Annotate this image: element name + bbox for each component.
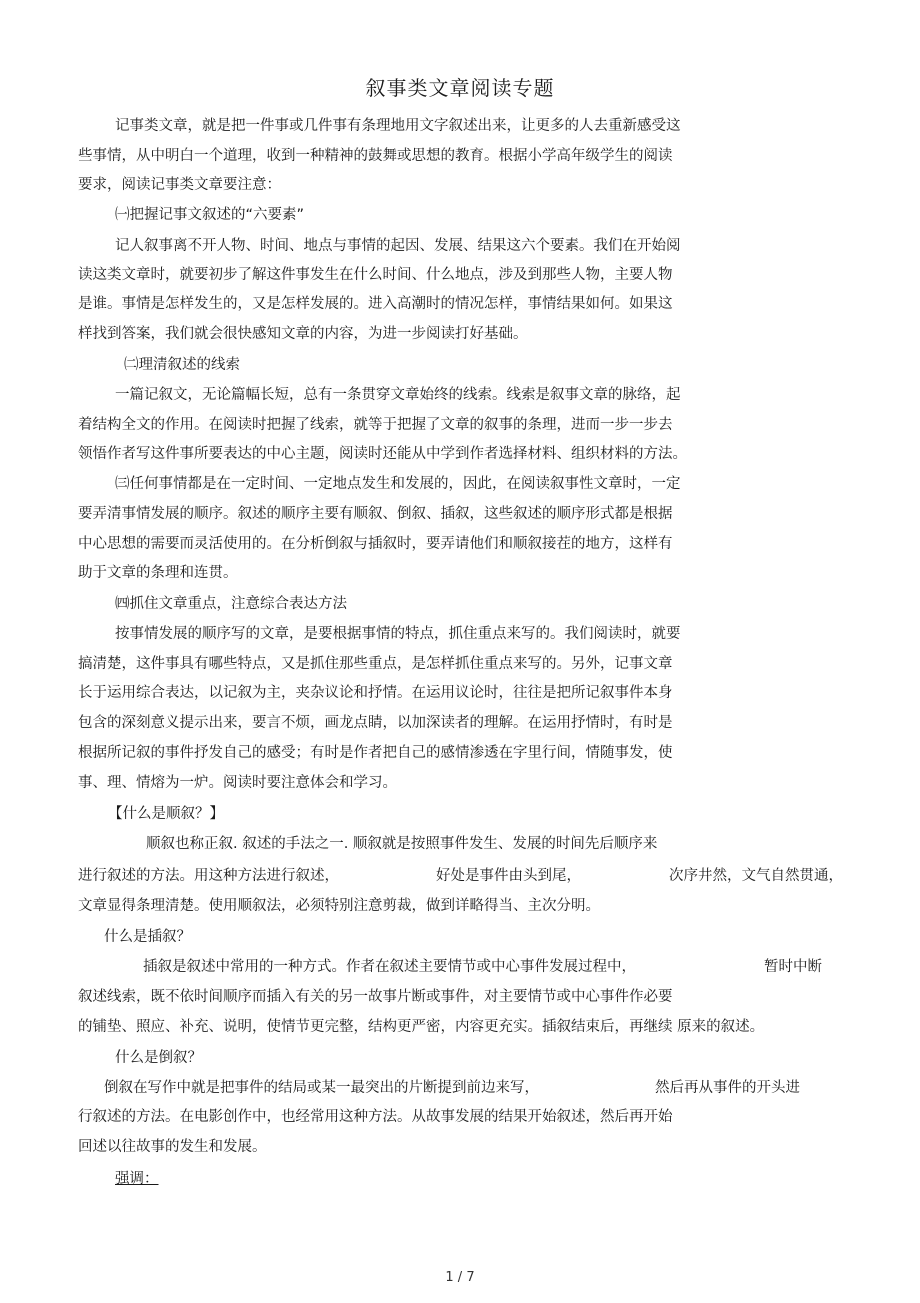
paragraph-line: 暂时中断 — [764, 959, 822, 975]
paragraph-line: 记事类文章，就是把一件事或几件事有条理地用文字叙述出来，让更多的人去重新感受这 — [115, 118, 681, 134]
paragraph-line: 插叙是叙述中常用的一种方式。作者在叙述主要情节或中心事件发展过程中， — [143, 959, 636, 975]
paragraph-line: 好处是事件由头到尾， — [436, 868, 581, 884]
paragraph-line: 领悟作者写这件事所要表达的中心主题，阅读时还能从中学到作者选择材料、组织材料的方法。 — [78, 446, 687, 462]
paragraph-line: 着结构全文的作用。在阅读时把握了线索，就等于把握了文章的叙事的条理，进而一步一步去 — [78, 417, 673, 433]
paragraph-line: 次序井然，文气自然贯通， — [669, 868, 843, 884]
page-title: 叙事类文章阅读专题 — [365, 76, 555, 100]
paragraph-line: 中心思想的需要而灵活使用的。在分析倒叙与插叙时，要弄请他们和顺叙接茬的地方，这样有 — [78, 536, 673, 552]
paragraph-line: 包含的深刻意义提示出来，要言不烦，画龙点睛，以加深读者的理解。在运用抒情时，有时是 — [78, 715, 673, 731]
paragraph-line: 些事情，从中明白一个道理，收到一种精神的鼓舞或思想的教育。根据小学高年级学生的阅读 — [78, 148, 673, 164]
paragraph-line: 助于文章的条理和连贯。 — [78, 565, 238, 581]
section-heading: ㈠把握记事文叙述的“六要素” — [115, 207, 305, 223]
paragraph-line: 要求，阅读记事类文章要注意： — [78, 177, 281, 193]
paragraph-line: 一篇记叙文，无论篇幅长短，总有一条贯穿文章始终的线索。线索是叙事文章的脉络，起 — [115, 387, 681, 403]
paragraph-line: 顺叙也称正叙. 叙述的手法之一. 顺叙就是按照事件发生、发展的时间先后顺序来 — [146, 836, 658, 852]
section-heading: ㈢任何事情都是在一定时间、一定地点发生和发展的，因此，在阅读叙事性文章时，一定 — [115, 476, 681, 492]
section-heading: ㈣抓住文章重点，注意综合表达方法 — [115, 596, 347, 612]
paragraph-line: 要弄清事情发展的顺序。叙述的顺序主要有顺叙、倒叙、插叙，这些叙述的顺序形式都是根据 — [78, 506, 673, 522]
paragraph-line: 长于运用综合表达，以记叙为主，夹杂议论和抒情。在运用议论时，往往是把所记叙事件本身 — [78, 685, 673, 701]
paragraph-line: 行叙述的方法。在电影创作中，也经常用这种方法。从故事发展的结果开始叙述，然后再开始 — [78, 1109, 673, 1125]
paragraph-line: 叙述线索，既不依时间顺序而插入有关的另一故事片断或事件，对主要情节或中心事件作必要 — [78, 989, 673, 1005]
paragraph-line: 样找到答案，我们就会很快感知文章的内容，为进一步阅读打好基础。 — [78, 326, 528, 342]
paragraph-line: 文章显得条理清楚。使用顺叙法，必须特别注意剪裁，做到详略得当、主次分明。 — [78, 898, 600, 914]
paragraph-line: 倒叙在写作中就是把事件的结局或某一最突出的片断提到前边来写， — [104, 1080, 539, 1096]
emphasis-label: 强调： — [115, 1171, 159, 1187]
subheading: 什么是插叙？ — [104, 929, 191, 945]
paragraph-line: 回述以往故事的发生和发展。 — [78, 1139, 267, 1155]
paragraph-line: 进行叙述的方法。用这种方法进行叙述， — [78, 868, 339, 884]
page-number: 1 / 7 — [445, 1270, 475, 1285]
paragraph-line: 根据所记叙的事件抒发自己的感受；有时是作者把自己的感情渗透在字里行间，情随事发，使 — [78, 745, 673, 761]
subheading: 什么是倒叙？ — [115, 1050, 202, 1066]
section-heading: ㈡理清叙述的线索 — [124, 357, 240, 373]
paragraph-line: 是谁。事情是怎样发生的，又是怎样发展的。进入高潮时的情况怎样，事情结果如何。如果这 — [78, 296, 673, 312]
paragraph-line: 事、理、情熔为一炉。阅读时要注意体会和学习。 — [78, 775, 397, 791]
paragraph-line: 记人叙事离不开人物、时间、地点与事情的起因、发展、结果这六个要素。我们在开始阅 — [115, 238, 681, 254]
paragraph-line: 然后再从事件的开头进 — [655, 1080, 800, 1096]
paragraph-line: 按事情发展的顺序写的文章，是要根据事情的特点，抓住重点来写的。我们阅读时，就要 — [115, 626, 681, 642]
paragraph-line: 搞清楚，这件事具有哪些特点，又是抓住那些重点，是怎样抓住重点来写的。另外，记事文章 — [78, 656, 673, 672]
paragraph-line: 的铺垫、照应、补充、说明，使情节更完整，结构更严密，内容更充实。插叙结束后，再继续 原来的叙述。 — [78, 1019, 765, 1035]
subheading: 【什么是顺叙？】 — [108, 806, 224, 822]
paragraph-line: 读这类文章时，就要初步了解这件事发生在什么时间、什么地点，涉及到那些人物，主要人物 — [78, 267, 673, 283]
